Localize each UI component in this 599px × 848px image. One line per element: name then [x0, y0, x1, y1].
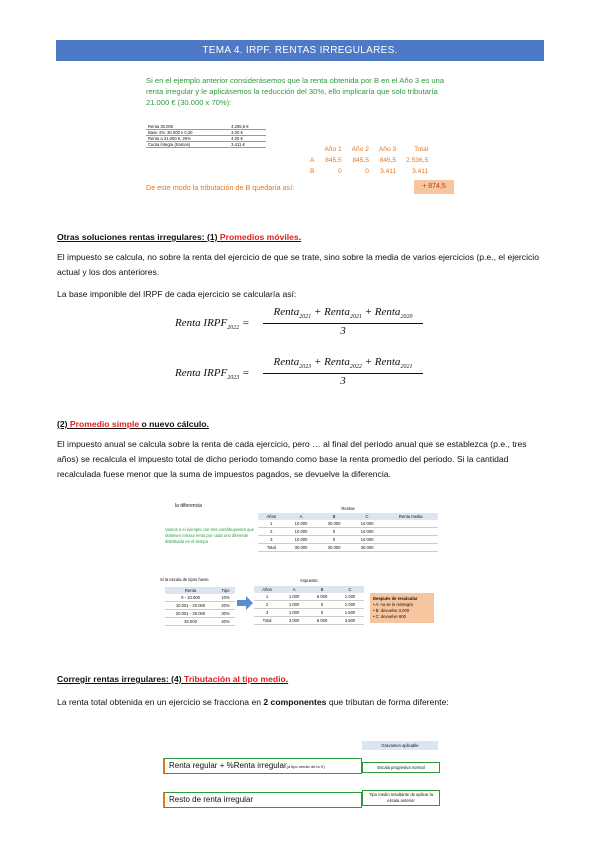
rentas-cell: 1 — [258, 520, 285, 528]
years-cell: 845,5 — [325, 157, 342, 164]
mini-table-row — [146, 142, 266, 148]
section1-para2: La base imponible del IRPF de cada ejercicio se calcularía así: — [57, 289, 297, 299]
rentas-cell: 0 — [318, 528, 351, 536]
impuesto-header-cell: C — [348, 587, 352, 592]
escala-row — [165, 610, 235, 618]
difference-cell: + 874,5 — [414, 180, 454, 194]
side-cell-1: Escala progresiva normal — [362, 762, 440, 773]
escala-label: Si la escala de tipos fuese — [160, 577, 209, 582]
component-box-1: Renta regular + %Renta irregular(a tipo medio de la X) — [163, 758, 362, 774]
section1-para1: El impuesto se calcula, no sobre la renta del ejercicio de que se trate, sino sobre la media de varios ejercicios (p.e., el ejercicio actual y los dos anteriores. — [57, 252, 539, 277]
mini-table-cell: Base 4%: 30.000 x 0,30 — [146, 130, 229, 136]
escala-cell: 0 - 10.000 — [165, 594, 216, 602]
mini-table-cell: Renta 30.000 — [146, 124, 229, 130]
years-header-cell: Año 3 — [378, 146, 397, 153]
years-cell: A — [310, 157, 315, 164]
years-table — [305, 144, 433, 177]
years-header-cell — [305, 144, 319, 155]
example-conclusion: De este modo la tributación de B quedaría así: — [146, 183, 295, 192]
mini-table-cell: 4.00 € — [229, 136, 266, 142]
rentas-cell — [384, 536, 438, 544]
impuesto-cell: 6.000 — [308, 593, 336, 601]
impuesto-cell: 3.600 — [336, 617, 364, 625]
escala-cell: 20% — [216, 602, 235, 610]
years-cell: 3.411 — [380, 168, 397, 175]
impuesto-cell: 3.000 — [280, 617, 308, 625]
impuesto-cell: 2 — [254, 601, 280, 609]
rentas-header-cell: Renta media — [398, 514, 423, 519]
years-row — [305, 166, 433, 177]
impuesto-cell: 0 — [308, 601, 336, 609]
mini-table-cell: Renta a 21.000 €, 20% — [146, 136, 229, 142]
years-cell: 3.411 — [412, 168, 429, 175]
impuesto-cell: 6.000 — [308, 617, 336, 625]
escala-cell: 20.001 - 30.000 — [165, 610, 216, 618]
impuesto-cell: 1.000 — [280, 601, 308, 609]
escala-header-cell: Renta — [184, 588, 197, 593]
rentas-header-cell: Años — [266, 514, 277, 519]
side-cell-2: Tipo medio resultante de aplicar la escala anterior — [362, 790, 440, 806]
impuesto-row — [254, 609, 364, 617]
escala-cell: 30% — [216, 610, 235, 618]
rentas-header-cell: C — [365, 514, 369, 519]
rentas-row — [258, 536, 438, 544]
impuesto-header-cell: Años — [262, 587, 272, 592]
fig-label: la diferencia — [175, 503, 202, 509]
header-banner — [56, 40, 544, 61]
mini-table-cell: 4.255,5 € — [229, 124, 266, 130]
mini-table-cell: Cuota íntegra (tramos) — [146, 142, 229, 148]
rentas-cell: 30.000 — [351, 544, 384, 552]
rentas-cell: 10.000 — [285, 520, 318, 528]
years-cell: 0 — [337, 168, 342, 175]
impuesto-cell: 3 — [254, 609, 280, 617]
section2-title: (2) Promedio simple o nuevo cálculo. — [57, 419, 209, 429]
impuesto-row — [254, 601, 364, 609]
impuesto-header-cell: A — [292, 587, 296, 592]
escala-table — [165, 587, 235, 626]
escala-cell: 40% — [216, 618, 235, 626]
rentas-cell: 10.000 — [351, 520, 384, 528]
rentas-cell: 0 — [318, 536, 351, 544]
rentas-cell: Total — [258, 544, 285, 552]
impuesto-cell: 1.000 — [280, 593, 308, 601]
formula-2: Renta $IRPF_{2023}$ = Renta$_{2023}$ + Renta$_{2022}$ + Renta$_{2021}$ 3 — [175, 356, 435, 394]
impuesto-cell: 1.000 — [280, 609, 308, 617]
impuesto-cell: 1 — [254, 593, 280, 601]
escala-row — [165, 602, 235, 610]
mini-table-cell: 3.411 € — [229, 142, 266, 148]
rentas-cell: 10.000 — [285, 536, 318, 544]
rentas-cell — [384, 528, 438, 536]
section3-para1: La renta total obtenida en un ejercicio se fracciona en 2 componentes que tributan de forma diferente: — [57, 697, 449, 707]
escala-header-cell: Tipo — [221, 588, 230, 593]
rentas-row — [258, 528, 438, 536]
rentas-cell: 2 — [258, 528, 285, 536]
years-cell: 845,5 — [379, 157, 397, 164]
years-cell: 2.536,5 — [406, 157, 429, 164]
impuesto-title: Impuesto — [300, 578, 318, 583]
rentas-cell: 30.000 — [285, 544, 318, 552]
impuesto-cell: 0 — [308, 609, 336, 617]
years-row — [305, 155, 433, 166]
mini-table-cell: 3.00 € — [229, 130, 266, 136]
rentas-cell: 10.000 — [351, 528, 384, 536]
years-header-cell: Año 1 — [324, 146, 342, 153]
rentas-cell: 30.000 — [318, 520, 351, 528]
rentas-header-cell: A — [299, 514, 303, 519]
rentas-cell: 30.000 — [318, 544, 351, 552]
impuesto-cell: 1.600 — [336, 609, 364, 617]
component-box-2: Resto de renta irregular — [163, 792, 362, 808]
rentas-row — [258, 520, 438, 528]
years-header-cell: Total — [414, 146, 429, 153]
formula-1: Renta $IRPF_{2022}$ = Renta$_{2021}$ + Renta$_{2021}$ + Renta$_{2020}$ 3 — [175, 306, 435, 344]
rentas-row — [258, 544, 438, 552]
rentas-cell — [384, 544, 438, 552]
header-title: TEMA 4. IRPF. RENTAS IRREGULARES. — [202, 45, 398, 56]
section2-para1: El impuesto anual se calcula sobre la renta de cada ejercicio, pero … al final del periodo anual que se establezca (p.e., tres años) se recalcula el impuesto total de dicho periodo tomando como base la renta promedio del periodo. Si la cantidad recalculada fuese menor que la suma de impuestos pagados, se devuelve la diferencia. — [57, 439, 527, 479]
impuesto-cell: Total — [254, 617, 280, 625]
impuesto-header-cell: B — [320, 587, 324, 592]
rentas-cell: 10.000 — [351, 536, 384, 544]
rentas-cell: 10.000 — [285, 528, 318, 536]
side-header: Gravamen aplicable — [362, 741, 438, 750]
impuesto-cell: 1.000 — [336, 601, 364, 609]
impuesto-row — [254, 593, 364, 601]
rentas-title: Rentas — [341, 506, 355, 511]
escala-row — [165, 594, 235, 602]
escala-row — [165, 618, 235, 626]
impuesto-row — [254, 617, 364, 625]
escala-cell: 30.000 — [165, 618, 216, 626]
arrow-icon — [237, 596, 253, 610]
fig-note: Vamos a el ejemplo con tres contribuyentes que obtienen misma renta por cada uno diferente distribuida en el tiempo — [165, 527, 255, 544]
example-intro: Si en el ejemplo anterior considerásemos que la renta obtenida por B en el Año 3 es una renta irregular y le aplicásemos la reducción del 30%, ello implicaría que solo tributaría 21.000 € (30.000 x 70%): — [146, 76, 445, 107]
section1-title: Otras soluciones rentas irregulares: (1) Promedios móviles. — [57, 232, 302, 242]
section3-title: Corregir rentas irregulares: (4) Tributación al tipo medio. — [57, 674, 289, 684]
rentas-cell — [384, 520, 438, 528]
mini-table — [146, 124, 266, 148]
rentas-cell: 3 — [258, 536, 285, 544]
escala-cell: 10% — [216, 594, 235, 602]
rentas-table — [258, 513, 438, 552]
years-header-cell: Año 2 — [351, 146, 369, 153]
years-cell: 845,5 — [352, 157, 369, 164]
years-cell: B — [310, 168, 315, 175]
escala-cell: 10.001 - 20.000 — [165, 602, 216, 610]
impuesto-table — [254, 586, 364, 625]
rentas-header-cell: B — [332, 514, 336, 519]
impuesto-cell: 1.000 — [336, 593, 364, 601]
years-cell: 0 — [365, 168, 369, 175]
result-box: Después de recalcular • A: no se le reintegra • B: devuelve 3.000 • C: devuelve 600 — [370, 593, 434, 623]
